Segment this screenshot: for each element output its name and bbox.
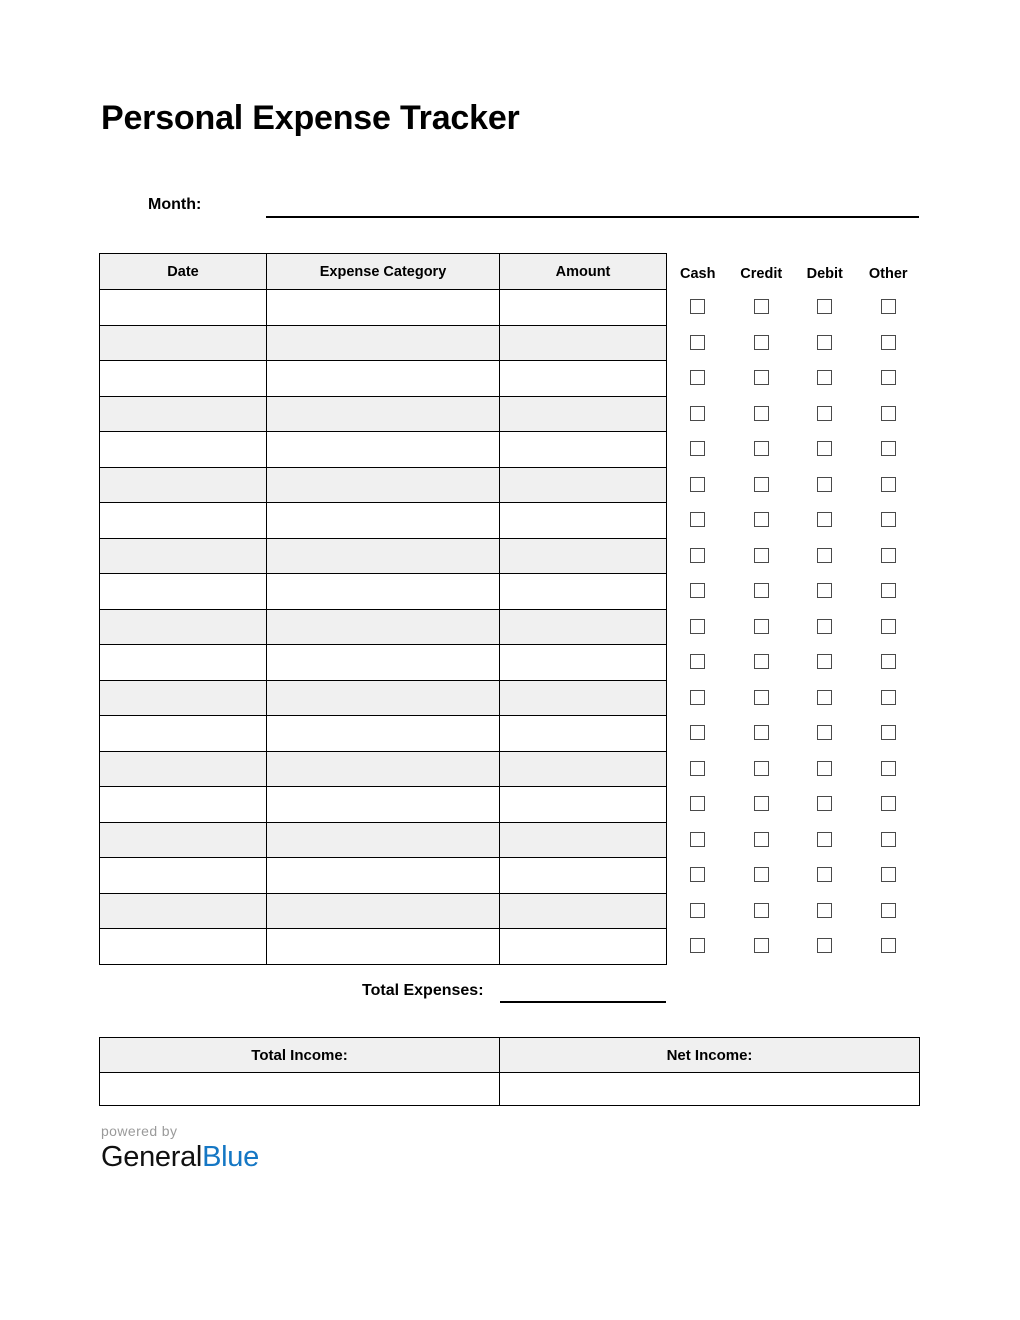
- checkbox-other[interactable]: [881, 725, 896, 740]
- cell-date[interactable]: [100, 503, 267, 539]
- cell-date[interactable]: [100, 574, 267, 610]
- checkbox-cell-debit: [793, 335, 857, 350]
- checkbox-credit[interactable]: [754, 654, 769, 669]
- payment-checkbox-row: [666, 325, 920, 361]
- expense-table-body: [100, 290, 667, 965]
- cell-amount[interactable]: [500, 503, 667, 539]
- cell-amount[interactable]: [500, 893, 667, 929]
- payment-checkbox-row: [666, 644, 920, 680]
- checkbox-cash[interactable]: [690, 867, 705, 882]
- cell-amount[interactable]: [500, 325, 667, 361]
- payment-checkbox-row: [666, 928, 920, 964]
- checkbox-cell-debit: [793, 796, 857, 811]
- month-label: Month:: [148, 196, 202, 213]
- checkbox-credit[interactable]: [754, 441, 769, 456]
- checkbox-other[interactable]: [881, 512, 896, 527]
- checkbox-cell-other: [857, 725, 921, 740]
- cell-amount[interactable]: [500, 787, 667, 823]
- payment-checkbox-row: [666, 751, 920, 787]
- checkbox-cell-debit: [793, 654, 857, 669]
- checkbox-cell-other: [857, 796, 921, 811]
- checkbox-cell-other: [857, 690, 921, 705]
- checkbox-debit[interactable]: [817, 370, 832, 385]
- checkbox-cell-cash: [666, 761, 730, 776]
- checkbox-cell-debit: [793, 867, 857, 882]
- checkbox-cash[interactable]: [690, 299, 705, 314]
- checkbox-debit[interactable]: [817, 654, 832, 669]
- checkbox-cash[interactable]: [690, 477, 705, 492]
- checkbox-cell-credit: [730, 441, 794, 456]
- cell-date[interactable]: [100, 929, 267, 965]
- payment-header-cash: Cash: [680, 266, 716, 282]
- payment-checkbox-row: [666, 538, 920, 574]
- checkbox-cell-debit: [793, 725, 857, 740]
- column-header-amount: Amount: [500, 254, 667, 290]
- month-field-row: [99, 194, 919, 222]
- checkbox-debit[interactable]: [817, 761, 832, 776]
- expense-table: [99, 253, 667, 965]
- cell-category[interactable]: [267, 396, 500, 432]
- checkbox-other[interactable]: [881, 583, 896, 598]
- table-row: [100, 503, 667, 539]
- income-table-header-row: [100, 1038, 920, 1073]
- checkbox-other[interactable]: [881, 441, 896, 456]
- checkbox-cell-debit: [793, 406, 857, 421]
- table-row: [100, 858, 667, 894]
- page-title: Personal Expense Tracker: [101, 99, 520, 137]
- cell-date[interactable]: [100, 609, 267, 645]
- cell-category[interactable]: [267, 325, 500, 361]
- checkbox-other[interactable]: [881, 477, 896, 492]
- checkbox-credit[interactable]: [754, 832, 769, 847]
- cell-date[interactable]: [100, 893, 267, 929]
- payment-checkbox-row: [666, 360, 920, 396]
- checkbox-cell-cash: [666, 406, 730, 421]
- cell-category[interactable]: [267, 822, 500, 858]
- checkbox-cash[interactable]: [690, 903, 705, 918]
- cell-amount[interactable]: [500, 467, 667, 503]
- payment-checkbox-row: [666, 786, 920, 822]
- checkbox-cell-cash: [666, 796, 730, 811]
- checkbox-credit[interactable]: [754, 725, 769, 740]
- checkbox-debit[interactable]: [817, 299, 832, 314]
- checkbox-cell-other: [857, 583, 921, 598]
- checkbox-debit[interactable]: [817, 938, 832, 953]
- payment-checkbox-row: [666, 715, 920, 751]
- checkbox-debit[interactable]: [817, 441, 832, 456]
- checkbox-other[interactable]: [881, 796, 896, 811]
- checkbox-other[interactable]: [881, 370, 896, 385]
- payment-checkbox-row: [666, 502, 920, 538]
- column-header-total-income: Total Income:: [100, 1038, 500, 1073]
- table-row: [100, 432, 667, 468]
- cell-amount[interactable]: [500, 538, 667, 574]
- checkbox-cell-cash: [666, 903, 730, 918]
- checkbox-credit[interactable]: [754, 583, 769, 598]
- table-row: [100, 822, 667, 858]
- table-row: [100, 716, 667, 752]
- footer-logo: [101, 1122, 401, 1174]
- checkbox-cell-debit: [793, 832, 857, 847]
- checkbox-debit[interactable]: [817, 406, 832, 421]
- checkbox-credit[interactable]: [754, 690, 769, 705]
- table-row: [100, 609, 667, 645]
- checkbox-cell-cash: [666, 441, 730, 456]
- cell-date[interactable]: [100, 751, 267, 787]
- checkbox-cell-debit: [793, 761, 857, 776]
- checkbox-cell-credit: [730, 938, 794, 953]
- checkbox-cash[interactable]: [690, 619, 705, 634]
- checkbox-other[interactable]: [881, 903, 896, 918]
- checkbox-credit[interactable]: [754, 938, 769, 953]
- checkbox-other[interactable]: [881, 832, 896, 847]
- checkbox-debit[interactable]: [817, 583, 832, 598]
- checkbox-cell-debit: [793, 690, 857, 705]
- payment-header-other: Other: [868, 266, 908, 282]
- checkbox-cell-cash: [666, 335, 730, 350]
- checkbox-cell-credit: [730, 690, 794, 705]
- payment-checkbox-row: [666, 822, 920, 858]
- cell-category[interactable]: [267, 432, 500, 468]
- checkbox-debit[interactable]: [817, 725, 832, 740]
- checkbox-other[interactable]: [881, 548, 896, 563]
- income-table: [99, 1037, 920, 1106]
- cell-amount[interactable]: [500, 645, 667, 681]
- cell-amount[interactable]: [500, 680, 667, 716]
- checkbox-credit[interactable]: [754, 867, 769, 882]
- checkbox-cell-credit: [730, 370, 794, 385]
- cell-amount[interactable]: [500, 361, 667, 397]
- cell-category[interactable]: [267, 680, 500, 716]
- checkbox-credit[interactable]: [754, 619, 769, 634]
- checkbox-cell-other: [857, 654, 921, 669]
- cell-date[interactable]: [100, 787, 267, 823]
- payment-checkbox-row: [666, 573, 920, 609]
- checkbox-cell-other: [857, 406, 921, 421]
- checkbox-cash[interactable]: [690, 938, 705, 953]
- checkbox-cash[interactable]: [690, 690, 705, 705]
- checkbox-credit[interactable]: [754, 548, 769, 563]
- checkbox-debit[interactable]: [817, 335, 832, 350]
- checkbox-cash[interactable]: [690, 548, 705, 563]
- checkbox-cell-credit: [730, 761, 794, 776]
- checkbox-cell-credit: [730, 903, 794, 918]
- table-row: [100, 574, 667, 610]
- cell-amount[interactable]: [500, 432, 667, 468]
- cell-category[interactable]: [267, 858, 500, 894]
- checkbox-cell-cash: [666, 370, 730, 385]
- checkbox-cell-cash: [666, 512, 730, 527]
- cell-date[interactable]: [100, 822, 267, 858]
- cell-date[interactable]: [100, 858, 267, 894]
- cell-date[interactable]: [100, 325, 267, 361]
- cell-category[interactable]: [267, 609, 500, 645]
- payment-checkbox-row: [666, 289, 920, 325]
- checkbox-cell-other: [857, 867, 921, 882]
- checkbox-debit[interactable]: [817, 690, 832, 705]
- cell-date[interactable]: [100, 538, 267, 574]
- cell-amount[interactable]: [500, 290, 667, 326]
- cell-date[interactable]: [100, 680, 267, 716]
- checkbox-cell-other: [857, 441, 921, 456]
- checkbox-cell-cash: [666, 619, 730, 634]
- table-row: [100, 751, 667, 787]
- checkbox-cell-debit: [793, 370, 857, 385]
- checkbox-cell-other: [857, 548, 921, 563]
- checkbox-other[interactable]: [881, 867, 896, 882]
- checkbox-credit[interactable]: [754, 477, 769, 492]
- checkbox-debit[interactable]: [817, 796, 832, 811]
- cell-date[interactable]: [100, 645, 267, 681]
- checkbox-cash[interactable]: [690, 796, 705, 811]
- checkbox-cell-other: [857, 903, 921, 918]
- cell-amount[interactable]: [500, 574, 667, 610]
- cell-amount[interactable]: [500, 751, 667, 787]
- checkbox-cell-other: [857, 477, 921, 492]
- checkbox-cell-cash: [666, 690, 730, 705]
- checkbox-cell-debit: [793, 477, 857, 492]
- income-table-value-row: [100, 1073, 920, 1106]
- checkbox-cell-credit: [730, 512, 794, 527]
- payment-header-credit: Credit: [740, 266, 783, 282]
- cell-date[interactable]: [100, 361, 267, 397]
- checkbox-cell-other: [857, 761, 921, 776]
- cell-category[interactable]: [267, 929, 500, 965]
- checkbox-other[interactable]: [881, 406, 896, 421]
- checkbox-cash[interactable]: [690, 761, 705, 776]
- payment-checkbox-row: [666, 680, 920, 716]
- checkbox-other[interactable]: [881, 619, 896, 634]
- checkbox-cell-credit: [730, 725, 794, 740]
- checkbox-cell-debit: [793, 583, 857, 598]
- checkbox-cell-credit: [730, 299, 794, 314]
- checkbox-debit[interactable]: [817, 477, 832, 492]
- checkbox-other[interactable]: [881, 938, 896, 953]
- checkbox-cell-debit: [793, 548, 857, 563]
- checkbox-other[interactable]: [881, 654, 896, 669]
- table-row: [100, 361, 667, 397]
- table-row: [100, 538, 667, 574]
- checkbox-cell-debit: [793, 619, 857, 634]
- cell-date[interactable]: [100, 396, 267, 432]
- checkbox-cash[interactable]: [690, 725, 705, 740]
- checkbox-cell-credit: [730, 619, 794, 634]
- checkbox-cell-cash: [666, 654, 730, 669]
- checkbox-cell-debit: [793, 441, 857, 456]
- brand-name-first: General: [101, 1141, 203, 1173]
- checkbox-debit[interactable]: [817, 619, 832, 634]
- payment-method-headers: [666, 263, 920, 285]
- column-header-category: Expense Category: [267, 254, 500, 290]
- checkbox-cell-cash: [666, 938, 730, 953]
- checkbox-credit[interactable]: [754, 903, 769, 918]
- cell-amount[interactable]: [500, 396, 667, 432]
- checkbox-cell-cash: [666, 725, 730, 740]
- checkbox-cell-other: [857, 619, 921, 634]
- checkbox-credit[interactable]: [754, 406, 769, 421]
- total-expenses-input-line[interactable]: [500, 1001, 666, 1003]
- brand-name: [101, 1140, 401, 1174]
- checkbox-cell-debit: [793, 299, 857, 314]
- checkbox-cell-cash: [666, 548, 730, 563]
- checkbox-debit[interactable]: [817, 832, 832, 847]
- payment-checkbox-row: [666, 609, 920, 645]
- cell-amount[interactable]: [500, 858, 667, 894]
- checkbox-credit[interactable]: [754, 761, 769, 776]
- cell-amount[interactable]: [500, 716, 667, 752]
- checkbox-cash[interactable]: [690, 832, 705, 847]
- checkbox-cash[interactable]: [690, 441, 705, 456]
- checkbox-cell-other: [857, 938, 921, 953]
- cell-amount[interactable]: [500, 929, 667, 965]
- cell-date[interactable]: [100, 432, 267, 468]
- checkbox-cell-other: [857, 512, 921, 527]
- cell-category[interactable]: [267, 290, 500, 326]
- checkbox-cell-debit: [793, 512, 857, 527]
- table-row: [100, 893, 667, 929]
- checkbox-cell-credit: [730, 477, 794, 492]
- cell-category[interactable]: [267, 467, 500, 503]
- net-income-value-cell[interactable]: [500, 1073, 920, 1106]
- checkbox-other[interactable]: [881, 690, 896, 705]
- brand-name-second: Blue: [202, 1141, 259, 1173]
- checkbox-other[interactable]: [881, 761, 896, 776]
- checkbox-other[interactable]: [881, 335, 896, 350]
- cell-date[interactable]: [100, 716, 267, 752]
- checkbox-cash[interactable]: [690, 654, 705, 669]
- cell-category[interactable]: [267, 645, 500, 681]
- checkbox-cell-other: [857, 370, 921, 385]
- cell-category[interactable]: [267, 574, 500, 610]
- payment-checkbox-row: [666, 431, 920, 467]
- checkbox-cell-cash: [666, 299, 730, 314]
- checkbox-cell-debit: [793, 938, 857, 953]
- cell-category[interactable]: [267, 503, 500, 539]
- table-row: [100, 396, 667, 432]
- checkbox-cell-cash: [666, 832, 730, 847]
- cell-category[interactable]: [267, 538, 500, 574]
- payment-header-debit: Debit: [806, 266, 843, 282]
- checkbox-cell-other: [857, 832, 921, 847]
- checkbox-cell-debit: [793, 903, 857, 918]
- cell-date[interactable]: [100, 467, 267, 503]
- month-input-line[interactable]: [266, 216, 919, 218]
- checkbox-cash[interactable]: [690, 512, 705, 527]
- checkbox-cell-credit: [730, 867, 794, 882]
- payment-checkbox-row: [666, 396, 920, 432]
- table-row: [100, 680, 667, 716]
- cell-category[interactable]: [267, 716, 500, 752]
- checkbox-cell-credit: [730, 406, 794, 421]
- cell-category[interactable]: [267, 751, 500, 787]
- checkbox-cell-other: [857, 335, 921, 350]
- checkbox-cell-cash: [666, 583, 730, 598]
- checkbox-other[interactable]: [881, 299, 896, 314]
- checkbox-credit[interactable]: [754, 299, 769, 314]
- table-row: [100, 290, 667, 326]
- payment-checkbox-row: [666, 893, 920, 929]
- checkbox-credit[interactable]: [754, 796, 769, 811]
- checkbox-cell-cash: [666, 867, 730, 882]
- powered-by-text: powered by: [101, 1123, 178, 1139]
- cell-category[interactable]: [267, 361, 500, 397]
- checkbox-cell-credit: [730, 832, 794, 847]
- checkbox-debit[interactable]: [817, 548, 832, 563]
- table-row: [100, 467, 667, 503]
- checkbox-debit[interactable]: [817, 903, 832, 918]
- checkbox-credit[interactable]: [754, 370, 769, 385]
- cell-amount[interactable]: [500, 822, 667, 858]
- cell-amount[interactable]: [500, 609, 667, 645]
- checkbox-cash[interactable]: [690, 583, 705, 598]
- payment-checkbox-row: [666, 857, 920, 893]
- payment-checkbox-grid: [666, 289, 920, 964]
- checkbox-debit[interactable]: [817, 512, 832, 527]
- checkbox-cell-other: [857, 299, 921, 314]
- checkbox-credit[interactable]: [754, 335, 769, 350]
- column-header-date: Date: [100, 254, 267, 290]
- checkbox-cell-cash: [666, 477, 730, 492]
- checkbox-debit[interactable]: [817, 867, 832, 882]
- checkbox-cash[interactable]: [690, 335, 705, 350]
- cell-date[interactable]: [100, 290, 267, 326]
- checkbox-cell-credit: [730, 796, 794, 811]
- checkbox-cell-credit: [730, 583, 794, 598]
- column-header-net-income: Net Income:: [500, 1038, 920, 1073]
- checkbox-cash[interactable]: [690, 406, 705, 421]
- cell-category[interactable]: [267, 893, 500, 929]
- expense-table-header-row: [100, 254, 667, 290]
- cell-category[interactable]: [267, 787, 500, 823]
- checkbox-cell-credit: [730, 548, 794, 563]
- total-expenses-label: Total Expenses:: [362, 982, 484, 999]
- table-row: [100, 325, 667, 361]
- total-income-value-cell[interactable]: [100, 1073, 500, 1106]
- checkbox-cell-credit: [730, 654, 794, 669]
- checkbox-cash[interactable]: [690, 370, 705, 385]
- table-row: [100, 787, 667, 823]
- table-row: [100, 929, 667, 965]
- table-row: [100, 645, 667, 681]
- checkbox-credit[interactable]: [754, 512, 769, 527]
- checkbox-cell-credit: [730, 335, 794, 350]
- payment-checkbox-row: [666, 467, 920, 503]
